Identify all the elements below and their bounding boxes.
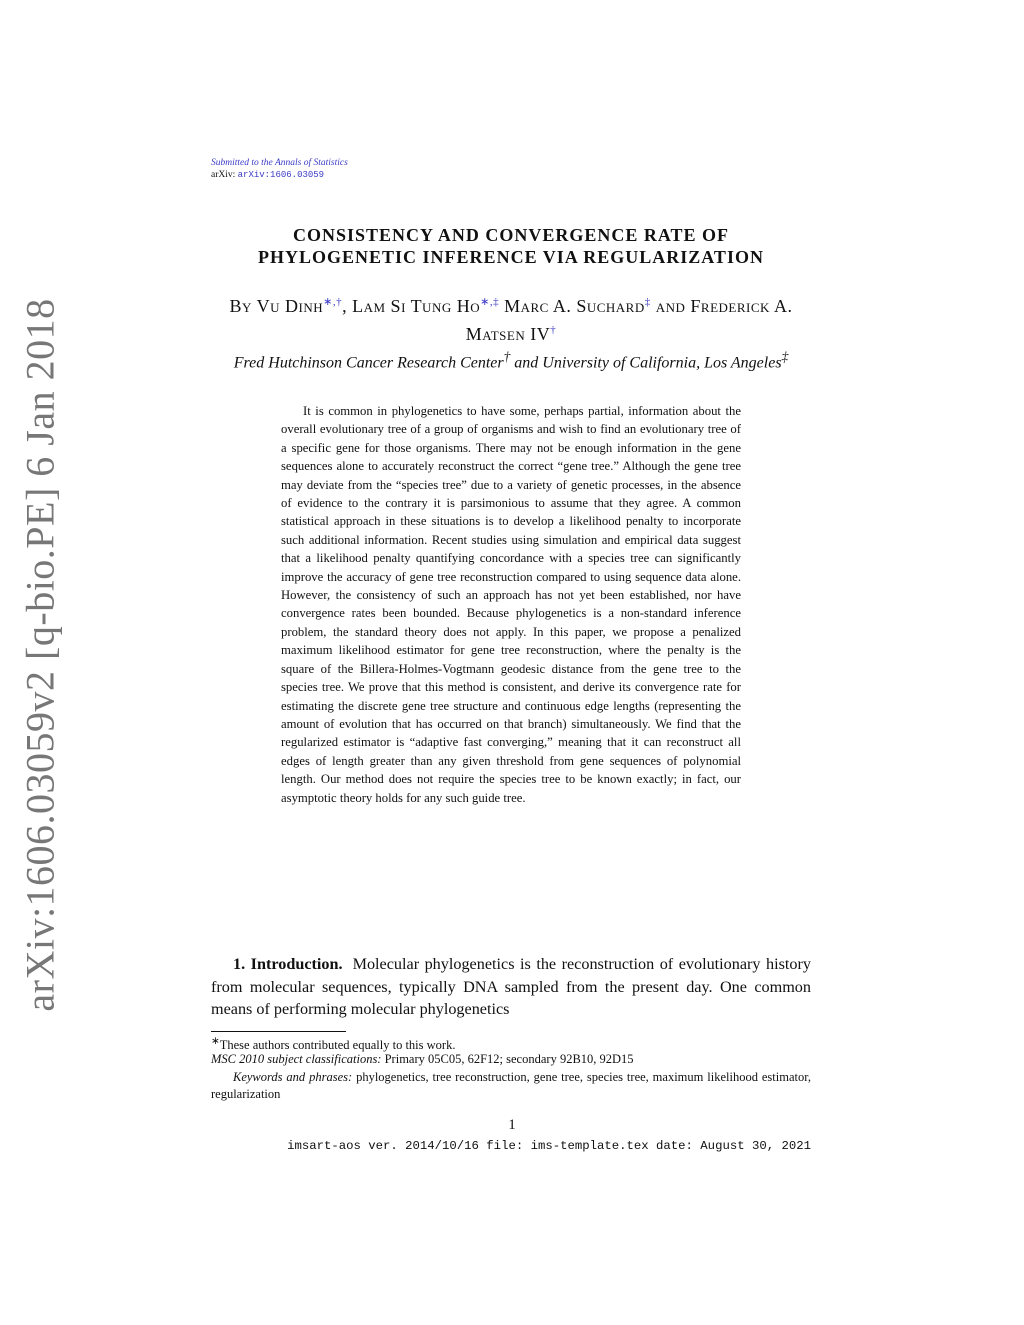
footnote-keywords [211,1069,811,1103]
by-label: By [229,296,252,316]
section-heading: 1. Introduction. [233,955,343,973]
author-name: Vu Dinh [256,296,324,316]
introduction-paragraph [211,953,811,1021]
affiliations [210,346,812,373]
author-marks[interactable]: ∗,‡ [480,296,500,308]
page-number: 1 [508,1117,516,1133]
abstract: It is common in phylogenetics to have some, perhaps partial, information about the overall evolutionary tree of a group of organisms and wish to find an evolutionary tree of a specific gene for those organisms. There may not be enough information in the gene sequences alone to accurately reconstruct the correct “gene tree.” Although the gene tree may deviate from the “species tree” due to a variety of genetic processes, in the absence of evidence to the contrary it is parsimonious to assume that they agree. A common statistical approach in these situations is to develop a likelihood penalty to incorporate such additional information. Recent studies using simulation and empirical data suggest that a likelihood penalty quantifying concordance with a species tree can significantly improve the accuracy of gene tree reconstruction compared to using sequence data alone. However, the consistency of such an approach has not yet been established, nor have convergence rates been bounded. Because phylogenetics is a non-standard inference problem, the standard theory does not apply. In this paper, we propose a penalized maximum likelihood estimator for gene tree reconstruction, where the penalty is the square of the Billera-Holmes-Vogtmann geodesic distance from the gene tree to the species tree. We prove that this method is consistent, and derive its convergence rate for estimating the discrete gene tree structure and continuous edge lengths (representing the amount of evolution that has occurred on that branch) simultaneously. We find that the regularized estimator is “adaptive fast converging,” meaning that it can reconstruct all edges of length greater than any given threshold from gene sequences of polynomial length. Our method does not require the species tree to be known exactly; in fact, our asymptotic theory holds for any such guide tree. [281,404,741,805]
journal-note: Submitted to the Annals of Statistics [211,158,348,168]
footnote-mark: ∗ [211,1036,220,1047]
arxiv-id-link[interactable]: arXiv:1606.03059 [237,170,325,180]
arxiv-sidebar [0,0,80,1325]
affiliation-fred-hutch: Fred Hutchinson Cancer Research Center [233,354,504,372]
msc-label: MSC 2010 subject classifications: [211,1052,382,1066]
title-line-1: CONSISTENCY AND CONVERGENCE RATE OF [292,225,730,245]
arxiv-label: arXiv: [211,170,236,180]
author-marks[interactable]: ‡ [644,296,651,308]
paper-title [210,224,812,268]
footnote-rule [211,1031,346,1032]
footnote-text: These authors contributed equally to this work. [219,1038,456,1053]
author-list [210,290,812,346]
title-line-2: PHYLOGENETIC INFERENCE VIA REGULARIZATION [258,247,764,267]
author-name: Lam Si Tung Ho [352,296,481,316]
footnote-msc [211,1051,811,1068]
author-name: Frederick A. Matsen IV [465,296,793,344]
arxiv-reference [211,170,324,180]
keywords-label: Keywords and phrases: [233,1070,353,1084]
affiliation-mark: † [503,349,511,364]
footer-template-info: imsart-aos ver. 2014/10/16 file: ims-template.tex date: August 30, 2021 [287,1139,811,1153]
affiliation-ucla: and University of California, Los Angeles [514,354,782,372]
author-separator: , [342,296,348,316]
affiliation-mark: ‡ [781,349,789,364]
keywords-value: phylogenetics, tree reconstruction, gene tree, species tree, maximum likelihood estimator, regularization [211,1070,812,1101]
and-label: and [655,296,686,316]
intro-text: Molecular phylogenetics is the reconstruction of evolutionary history from molecular sequences, typically DNA sampled from the present day. One common means of performing molecular phylogenetics [211,955,811,1018]
arxiv-stamp: arXiv:1606.03059v2 [q-bio.PE] 6 Jan 2018 [17,298,63,1012]
author-marks[interactable]: † [550,324,557,336]
msc-value: Primary 05C05, 62F12; secondary 92B10, 92D15 [384,1052,634,1066]
author-name: Marc A. Suchard [504,296,645,316]
author-marks[interactable]: ∗,† [323,296,343,308]
